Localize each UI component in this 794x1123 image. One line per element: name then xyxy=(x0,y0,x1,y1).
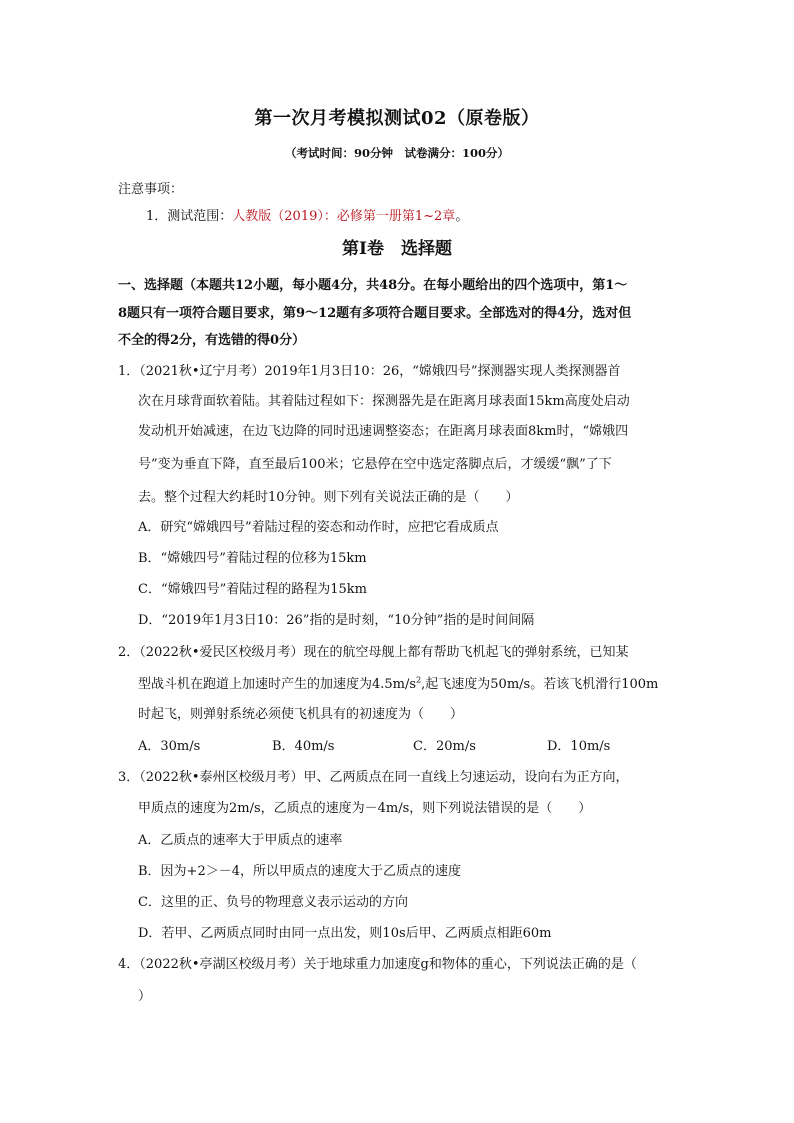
question-3-line: 3．（2022秋•泰州区校级月考）甲、乙两质点在同一直线上匀速运动，设向右为正方向， xyxy=(118,770,629,785)
question-2-option-a: A．30m/s xyxy=(138,739,201,754)
question-2-exponent: 2 xyxy=(416,675,422,685)
question-2-line xyxy=(138,673,658,692)
question-3-line: 甲质点的速度为2m/s，乙质点的速度为－4m/s，则下列说法错误的是（ ） xyxy=(138,801,592,816)
question-4-line: ） xyxy=(138,989,152,1004)
page-title: 第一次月考模拟测试02（原卷版） xyxy=(254,108,540,129)
question-3-option-a: A．乙质点的速率大于甲质点的速率 xyxy=(138,833,343,848)
question-1-option-b: B．“嫦娥四号”着陆过程的位移为15km xyxy=(138,551,367,566)
question-1-option-c: C．“嫦娥四号”着陆过程的路程为15km xyxy=(138,582,367,597)
instructions-line: 一、选择题（本题共12小题，每小题4分，共48分。在每小题给出的四个选项中，第1～ xyxy=(118,278,628,293)
notes-item xyxy=(146,205,468,224)
question-1-line: 发动机开始减速，在边飞边降的同时迅速调整姿态；在距离月球表面8km时，“嫦娥四 xyxy=(138,424,629,439)
instructions-line: 不全的得2分，有选错的得0分） xyxy=(118,333,306,348)
section-title: 第Ⅰ卷 选择题 xyxy=(342,239,452,259)
question-1-option-a: A．研究“嫦娥四号”着陆过程的姿态和动作时，应把它看成质点 xyxy=(138,520,499,535)
notes-item-scope: 人教版（2019）：必修第一册第1~2章 xyxy=(232,209,456,224)
notes-item-suffix: 。 xyxy=(455,209,469,224)
exam-info: （考试时间：90分钟 试卷满分：100分） xyxy=(284,146,509,160)
question-2-text: 型战斗机在跑道上加速时产生的加速度为4.5m/s xyxy=(138,677,417,692)
notes-heading: 注意事项： xyxy=(118,182,184,197)
question-2-line: 2．（2022秋•爱民区校级月考）现在的航空母舰上都有帮助飞机起飞的弹射系统，已知某 xyxy=(118,645,629,660)
question-2-option-d: D．10m/s xyxy=(547,739,611,754)
question-3-option-c: C．这里的正、负号的物理意义表示运动的方向 xyxy=(138,895,408,910)
question-1-line: 号”变为垂直下降，直至最后100米；它悬停在空中选定落脚点后，才缓缓“飘”了下 xyxy=(138,457,612,472)
question-4-line: 4．（2022秋•亭湖区校级月考）关于地球重力加速度g和物体的重心，下列说法正确的是（ xyxy=(118,957,637,972)
question-2-line: 时起飞，则弹射系统必须使飞机具有的初速度为（ ） xyxy=(138,707,464,722)
question-2-option-b: B．40m/s xyxy=(272,739,335,754)
question-3-option-d: D．若甲、乙两质点同时由同一点出发，则10s后甲、乙两质点相距60m xyxy=(138,926,552,941)
instructions-line: 8题只有一项符合题目要求，第9～12题有多项符合题目要求。全部选对的得4分，选对但 xyxy=(118,305,632,321)
question-1-line: 去。整个过程大约耗时10分钟。则下列有关说法正确的是（ ） xyxy=(138,490,519,505)
question-1-line: 1．（2021秋•辽宁月考）2019年1月3日10：26，“嫦娥四号”探测器实现人类探测器首 xyxy=(118,364,621,379)
question-2-text: ,起飞速度为50m/s。若该飞机滑行100m xyxy=(421,677,659,692)
question-2-option-c: C．20m/s xyxy=(413,739,476,754)
section-instructions xyxy=(118,272,690,355)
question-3-option-b: B．因为+2＞－4，所以甲质点的速度大于乙质点的速度 xyxy=(138,864,461,879)
question-1-line: 次在月球背面软着陆。其着陆过程如下：探测器先是在距离月球表面15km高度处启动 xyxy=(138,394,630,409)
question-1-option-d: D．“2019年1月3日10：26”指的是时刻，“10分钟”指的是时间间隔 xyxy=(138,613,535,628)
notes-item-prefix: 1．测试范围： xyxy=(146,209,233,224)
